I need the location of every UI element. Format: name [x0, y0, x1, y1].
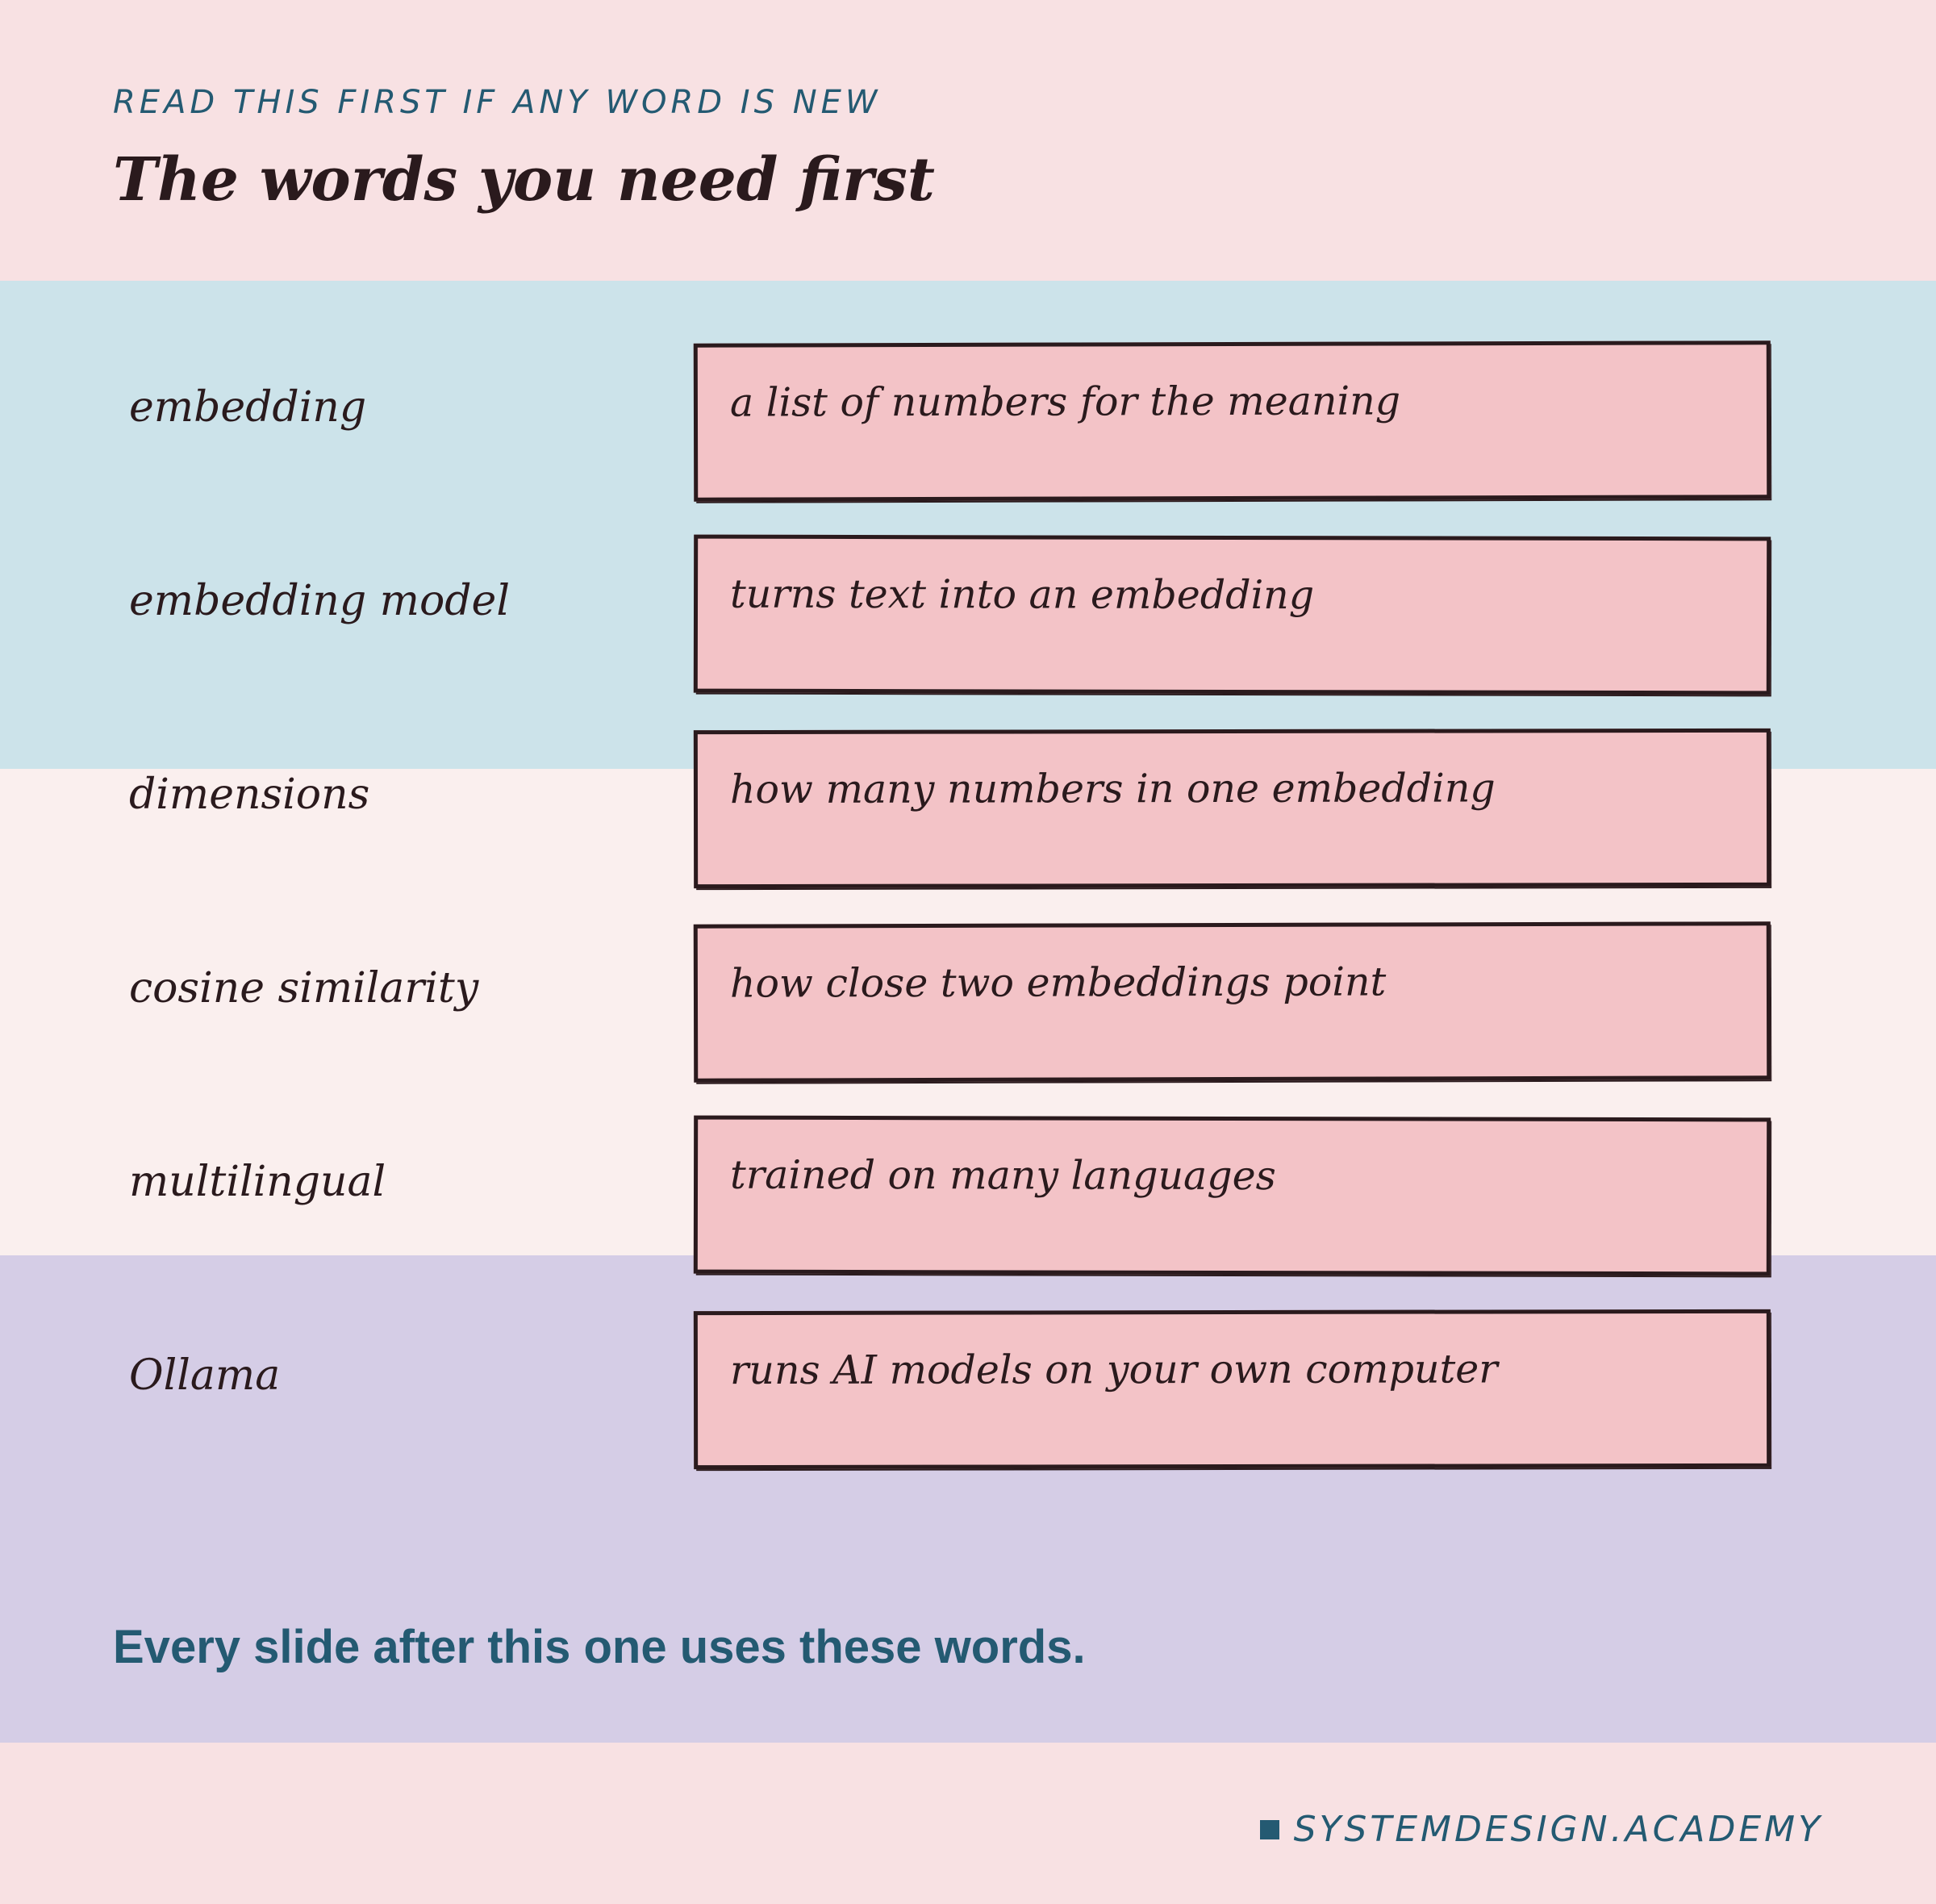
glossary-definition: runs AI models on your own computer	[729, 1346, 1498, 1394]
page-title: The words you need first	[113, 145, 935, 215]
brand-mark	[1260, 1809, 1823, 1850]
glossary-term: multilingual	[129, 1158, 386, 1206]
footer-note: Every slide after this one uses these words.	[113, 1621, 1086, 1673]
glossary-definition: how close two embeddings point	[729, 958, 1387, 1007]
glossary-definition-card	[694, 921, 1771, 1082]
glossary-definition: how many numbers in one embedding	[729, 765, 1496, 813]
glossary-definition-card	[694, 1309, 1771, 1469]
glossary-definition: trained on many languages	[729, 1151, 1276, 1200]
square-icon	[1260, 1820, 1279, 1839]
brand-name: SYSTEMDESIGN.ACADEMY	[1293, 1809, 1823, 1850]
glossary-term: embedding model	[129, 577, 510, 625]
glossary-term: dimensions	[129, 770, 370, 819]
glossary-term: Ollama	[129, 1351, 281, 1400]
glossary-definition-card	[694, 1116, 1771, 1276]
glossary-term: cosine similarity	[129, 964, 479, 1013]
glossary-definition-card	[694, 535, 1771, 695]
header-band	[0, 0, 1936, 281]
glossary-term: embedding	[129, 383, 367, 432]
eyebrow-label: READ THIS FIRST IF ANY WORD IS NEW	[113, 84, 882, 121]
glossary-definition-card	[694, 729, 1771, 888]
glossary-definition-card	[694, 340, 1771, 501]
glossary-definition: a list of numbers for the meaning	[729, 378, 1401, 426]
glossary-definition: turns text into an embedding	[729, 570, 1315, 619]
